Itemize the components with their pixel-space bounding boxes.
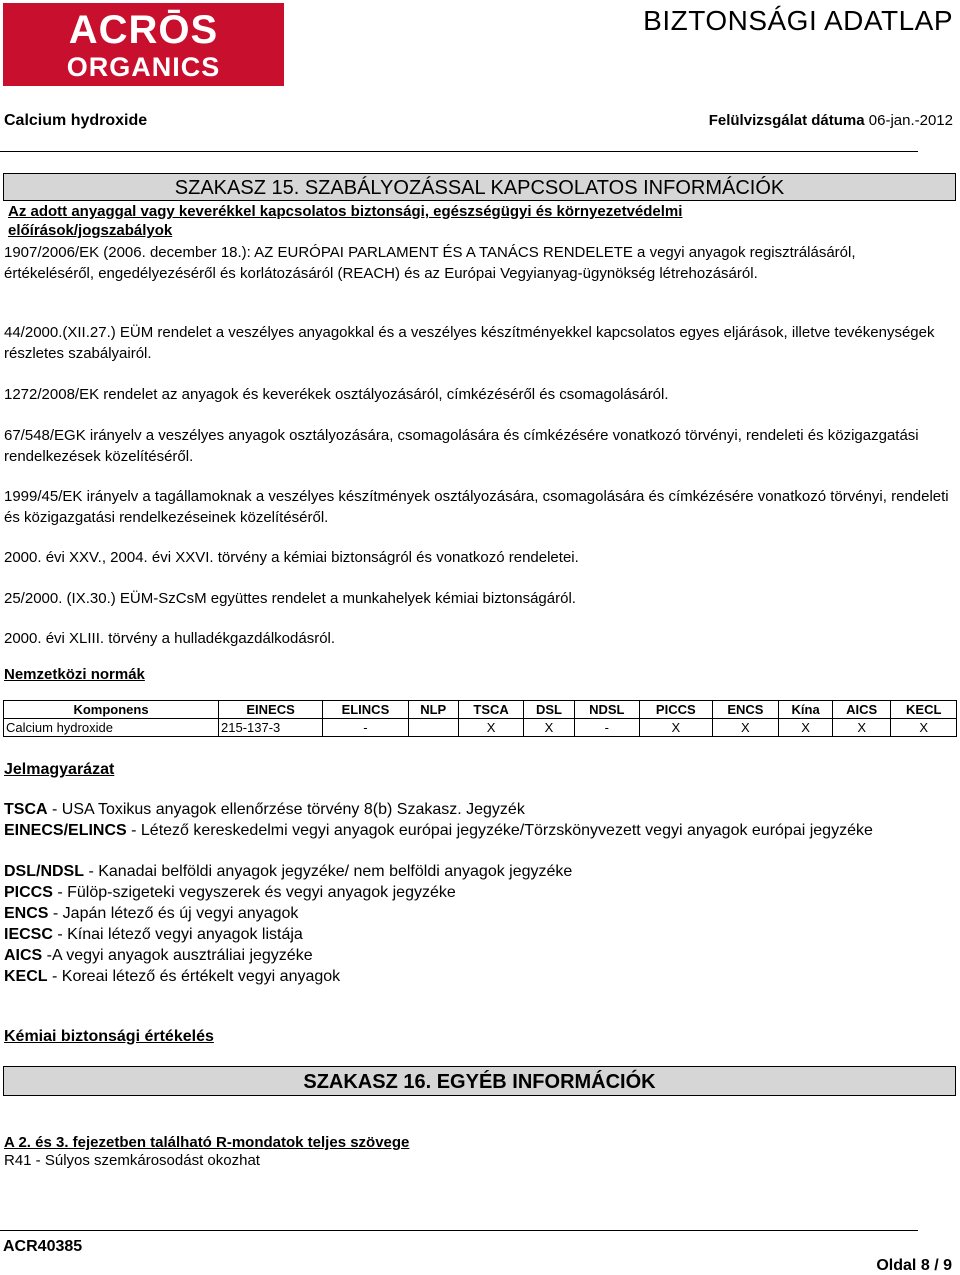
- regulation-paragraph: 1272/2008/EK rendelet az anyagok és keverékek osztályozásáról, címkézéséről és csomagolásáról.: [4, 386, 669, 403]
- r-phrases-heading: A 2. és 3. fejezetben található R-mondatok teljes szövege: [4, 1134, 410, 1151]
- table-cell: X: [712, 719, 779, 737]
- regulation-paragraph: 2000. évi XLIII. törvény a hulladékgazdálkodásról.: [4, 630, 336, 647]
- section-16-banner: SZAKASZ 16. EGYÉB INFORMÁCIÓK: [3, 1066, 956, 1096]
- legend-item: [4, 800, 944, 820]
- table-cell: X: [458, 719, 523, 737]
- table-cell: -: [323, 719, 408, 737]
- table-header-row: [4, 701, 957, 719]
- legend-abbr: EINECS/ELINCS: [4, 822, 127, 839]
- logo-line1: ACRŌS: [68, 8, 219, 52]
- regulation-paragraph: 44/2000.(XII.27.) EÜM rendelet a veszélyes anyagokkal és a veszélyes készítményekkel kapcsolatos egyes eljárások, illetve tevékenységek részletes szabályairól.: [4, 324, 935, 362]
- section-15-banner: SZAKASZ 15. SZABÁLYOZÁSSAL KAPCSOLATOS INFORMÁCIÓK: [3, 173, 956, 201]
- table-cell: 215-137-3: [219, 719, 323, 737]
- regulation-paragraph: 1907/2006/EK (2006. december 18.): AZ EURÓPAI PARLAMENT ÉS A TANÁCS RENDELETE a vegyi anyagok regisztrálásáról, értékeléséről, engedélyezéséről és korlátozásáról (REACH) és az Európai Vegyianyag-ügynökség létrehozásáról.: [4, 244, 856, 282]
- page-total: 9: [943, 1257, 952, 1274]
- header-divider: [0, 151, 918, 152]
- legend-text: - Kanadai belföldi anyagok jegyzéke/ nem belföldi anyagok jegyzéke: [84, 863, 573, 880]
- table-header: PICCS: [640, 701, 713, 719]
- table-header: NLP: [408, 701, 458, 719]
- table-header: TSCA: [458, 701, 523, 719]
- legend-text: - USA Toxikus anyagok ellenőrzése törvény 8(b) Szakasz. Jegyzék: [47, 801, 525, 818]
- page-number: [876, 1257, 952, 1275]
- legend-item: [4, 925, 944, 945]
- inventory-table: [3, 700, 957, 737]
- revision-date: [709, 112, 953, 129]
- legend-abbr: TSCA: [4, 801, 48, 818]
- international-norms-heading: Nemzetközi normák: [4, 666, 145, 683]
- legend-text: - Létező kereskedelmi vegyi anyagok európai jegyzéke/Törzskönyvezett vegyi anyagok európai jegyzéke: [126, 822, 873, 839]
- legend-heading: Jelmagyarázat: [4, 761, 115, 778]
- table-header: DSL: [524, 701, 574, 719]
- table-header: Komponens: [4, 701, 219, 719]
- table-cell: X: [891, 719, 957, 737]
- legend-abbr: AICS: [4, 947, 43, 964]
- footer-divider: [0, 1230, 918, 1231]
- table-row: [4, 719, 957, 737]
- page-current: 8: [920, 1257, 930, 1274]
- legend-abbr: PICCS: [4, 884, 53, 901]
- table-header: ELINCS: [323, 701, 408, 719]
- table-cell: X: [832, 719, 890, 737]
- table-cell: X: [524, 719, 574, 737]
- table-header: ENCS: [712, 701, 779, 719]
- legend-text: -A vegyi anyagok ausztráliai jegyzéke: [42, 947, 313, 964]
- logo-line2: ORGANICS: [66, 52, 221, 82]
- table-header: KECL: [891, 701, 957, 719]
- table-cell: X: [779, 719, 833, 737]
- legend-abbr: DSL/NDSL: [4, 863, 84, 880]
- document-code: ACR40385: [3, 1238, 83, 1255]
- legend-item: [4, 967, 944, 987]
- legend-abbr: IECSC: [4, 926, 53, 943]
- legend-text: - Kínai létező vegyi anyagok listája: [52, 926, 303, 943]
- legend-text: - Koreai létező és értékelt vegyi anyagok: [47, 968, 341, 985]
- table-cell: Calcium hydroxide: [4, 719, 219, 737]
- legend-item: [4, 946, 944, 966]
- chemical-safety-assessment-heading: Kémiai biztonsági értékelés: [4, 1028, 214, 1045]
- regulation-paragraph: 1999/45/EK irányelv a tagállamoknak a veszélyes készítmények osztályozására, csomagolására és címkézésére vonatkozó törvényi, rendeleti és közigazgatási rendelkezéseinek közelítéséről.: [4, 488, 949, 526]
- legend-text: - Fülöp-szigeteki vegyszerek és vegyi anyagok jegyzéke: [52, 884, 456, 901]
- table-header: Kína: [779, 701, 833, 719]
- regulation-paragraph: 2000. évi XXV., 2004. évi XXVI. törvény a kémiai biztonságról és vonatkozó rendeletei.: [4, 549, 579, 566]
- table-cell: -: [574, 719, 639, 737]
- revision-label: Felülvizsgálat dátuma: [708, 112, 865, 129]
- table-header: EINECS: [219, 701, 323, 719]
- section-15-subheading: Az adott anyaggal vagy keverékkel kapcsolatos biztonsági, egészségügyi és környezetvédelmi előírások/jogszabályok: [8, 203, 683, 239]
- regulation-paragraph: 25/2000. (IX.30.) EÜM-SzCsM együttes rendelet a munkahelyek kémiai biztonságáról.: [4, 590, 576, 607]
- legend-abbr: KECL: [4, 968, 48, 985]
- acros-organics-logo: [3, 3, 284, 86]
- table-header: AICS: [832, 701, 890, 719]
- revision-value: 06-jan.-2012: [868, 112, 953, 129]
- legend-item: [4, 904, 944, 924]
- regulation-paragraph: 67/548/EGK irányelv a veszélyes anyagok osztályozására, csomagolására és címkézésére vonatkozó törvényi, rendeleti és közigazgatási rendelkezések közelítéséről.: [4, 427, 919, 465]
- table-cell: X: [640, 719, 713, 737]
- table-cell: [408, 719, 458, 737]
- legend-item: [4, 862, 944, 882]
- r-phrase: R41 - Súlyos szemkárosodást okozhat: [4, 1152, 260, 1169]
- page-separator: /: [934, 1257, 939, 1274]
- legend-abbr: ENCS: [4, 905, 49, 922]
- legend-text: - Japán létező és új vegyi anyagok: [48, 905, 299, 922]
- product-name: Calcium hydroxide: [4, 112, 148, 129]
- legend-item: [4, 883, 944, 903]
- legend-item: [4, 821, 944, 841]
- table-header: NDSL: [574, 701, 639, 719]
- document-title: BIZTONSÁGI ADATLAP: [643, 5, 953, 36]
- page-label: Oldal: [876, 1257, 917, 1274]
